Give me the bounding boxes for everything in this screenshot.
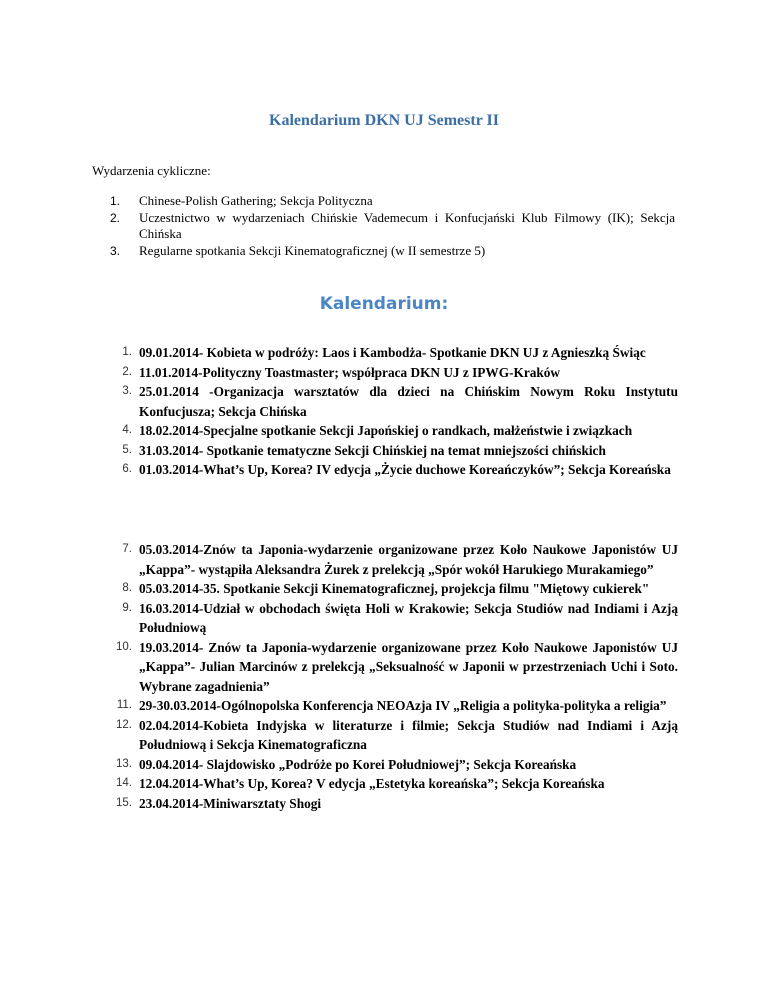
event-item <box>108 363 678 383</box>
event-number: 13. <box>116 757 132 770</box>
event-number: 10. <box>116 640 132 653</box>
event-item <box>108 540 678 579</box>
events-list-part-2 <box>108 540 678 813</box>
event-text: 01.03.2014-What’s Up, Korea? IV edycja „Życie duchowe Koreańczyków”; Sekcja Koreańska <box>139 462 671 477</box>
document-title: Kalendarium DKN UJ Semestr II <box>269 112 499 129</box>
event-number: 8. <box>122 582 132 594</box>
calendar-heading: Kalendarium: <box>319 294 449 314</box>
events-list-part-1 <box>108 343 678 480</box>
event-text: 09.04.2014- Slajdowisko „Podróże po Korei Południowej”; Sekcja Koreańska <box>139 756 577 772</box>
event-number: 3. <box>122 385 132 397</box>
event-number: 2. <box>122 365 132 378</box>
event-text: 19.03.2014- Znów ta Japonia-wydarzenie organizowane przez Koło Naukowe Japonistów UJ „Kappa”- Julian Marcinów z prelekcją „Seksualność w Japonii w przestrzeniach Uchi i Soto. Wybrane zagadnienia” <box>139 639 678 694</box>
list-item-text: Regularne spotkania Sekcji Kinematograficznej (w II semestrze 5) <box>139 242 486 258</box>
event-number: 9. <box>122 601 132 614</box>
list-item <box>110 193 675 210</box>
event-text: 11.01.2014-Polityczny Toastmaster; współpraca DKN UJ z IPWG-Kraków <box>139 364 561 380</box>
event-item <box>108 638 678 697</box>
event-number: 11. <box>116 699 132 711</box>
event-text: 18.02.2014-Specjalne spotkanie Sekcji Japońskiej o randkach, małżeństwie i związkach <box>139 423 633 438</box>
event-item <box>108 460 678 480</box>
event-text: 25.01.2014 -Organizacja warsztatów dla dzieci na Chińskim Nowym Roku Instytutu Konfucjusza; Sekcja Chińska <box>139 384 678 419</box>
list-item <box>110 243 675 260</box>
event-number: 15. <box>116 796 132 809</box>
event-number: 12. <box>116 718 132 731</box>
event-item <box>108 696 678 716</box>
list-item-text: Uczestnictwo w wydarzeniach Chińskie Vademecum i Konfucjański Klub Filmowy (IK); Sekcja Chińska <box>139 209 675 241</box>
event-item <box>108 441 678 461</box>
cyclic-events-list <box>110 193 675 259</box>
list-item-number: 1. <box>110 194 121 208</box>
list-item-number: 2. <box>110 210 121 225</box>
event-text: 23.04.2014-Miniwarsztaty Shogi <box>139 795 322 811</box>
cyclic-events-heading: Wydarzenia cykliczne: <box>92 163 211 178</box>
event-number: 7. <box>122 543 132 555</box>
event-text: 12.04.2014-What’s Up, Korea? V edycja „Estetyka koreańska”; Sekcja Koreańska <box>139 776 605 791</box>
event-number: 4. <box>122 424 132 436</box>
event-item <box>108 755 678 775</box>
event-item <box>108 716 678 755</box>
event-number: 1. <box>122 346 132 358</box>
event-item <box>108 774 678 794</box>
list-item-text: Chinese-Polish Gathering; Sekcja Polityczna <box>139 193 373 208</box>
event-text: 31.03.2014- Spotkanie tematyczne Sekcji Chińskiej na temat mniejszości chińskich <box>139 442 606 458</box>
event-text: 29-30.03.2014-Ogólnopolska Konferencja NEOAzja IV „Religia a polityka-polityka a religia” <box>139 698 667 713</box>
event-item <box>108 343 678 363</box>
event-number: 14. <box>116 777 132 789</box>
event-text: 02.04.2014-Kobieta Indyjska w literaturze i filmie; Sekcja Studiów nad Indiami i Azją Południową i Sekcja Kinematograficzna <box>139 717 678 752</box>
event-item <box>108 794 678 814</box>
event-item <box>108 382 678 421</box>
event-item <box>108 579 678 599</box>
event-text: 09.01.2014- Kobieta w podróży: Laos i Kambodża- Spotkanie DKN UJ z Agnieszką Świąc <box>139 345 646 360</box>
list-item <box>110 210 675 243</box>
event-item <box>108 421 678 441</box>
event-text: 05.03.2014-Znów ta Japonia-wydarzenie organizowane przez Koło Naukowe Japonistów UJ „Kappa”- wystąpiła Aleksandra Żurek z prelekcją „Spór wokół Harukiego Murakamiego” <box>139 542 678 577</box>
event-text: 16.03.2014-Udział w obchodach święta Holi w Krakowie; Sekcja Studiów nad Indiami i Azją Południową <box>139 600 678 635</box>
event-number: 6. <box>122 463 132 475</box>
event-item <box>108 599 678 638</box>
event-number: 5. <box>122 443 132 456</box>
list-item-number: 3. <box>110 243 121 258</box>
event-text: 05.03.2014-35. Spotkanie Sekcji Kinematograficznej, projekcja filmu "Miętowy cukierek" <box>139 581 650 596</box>
